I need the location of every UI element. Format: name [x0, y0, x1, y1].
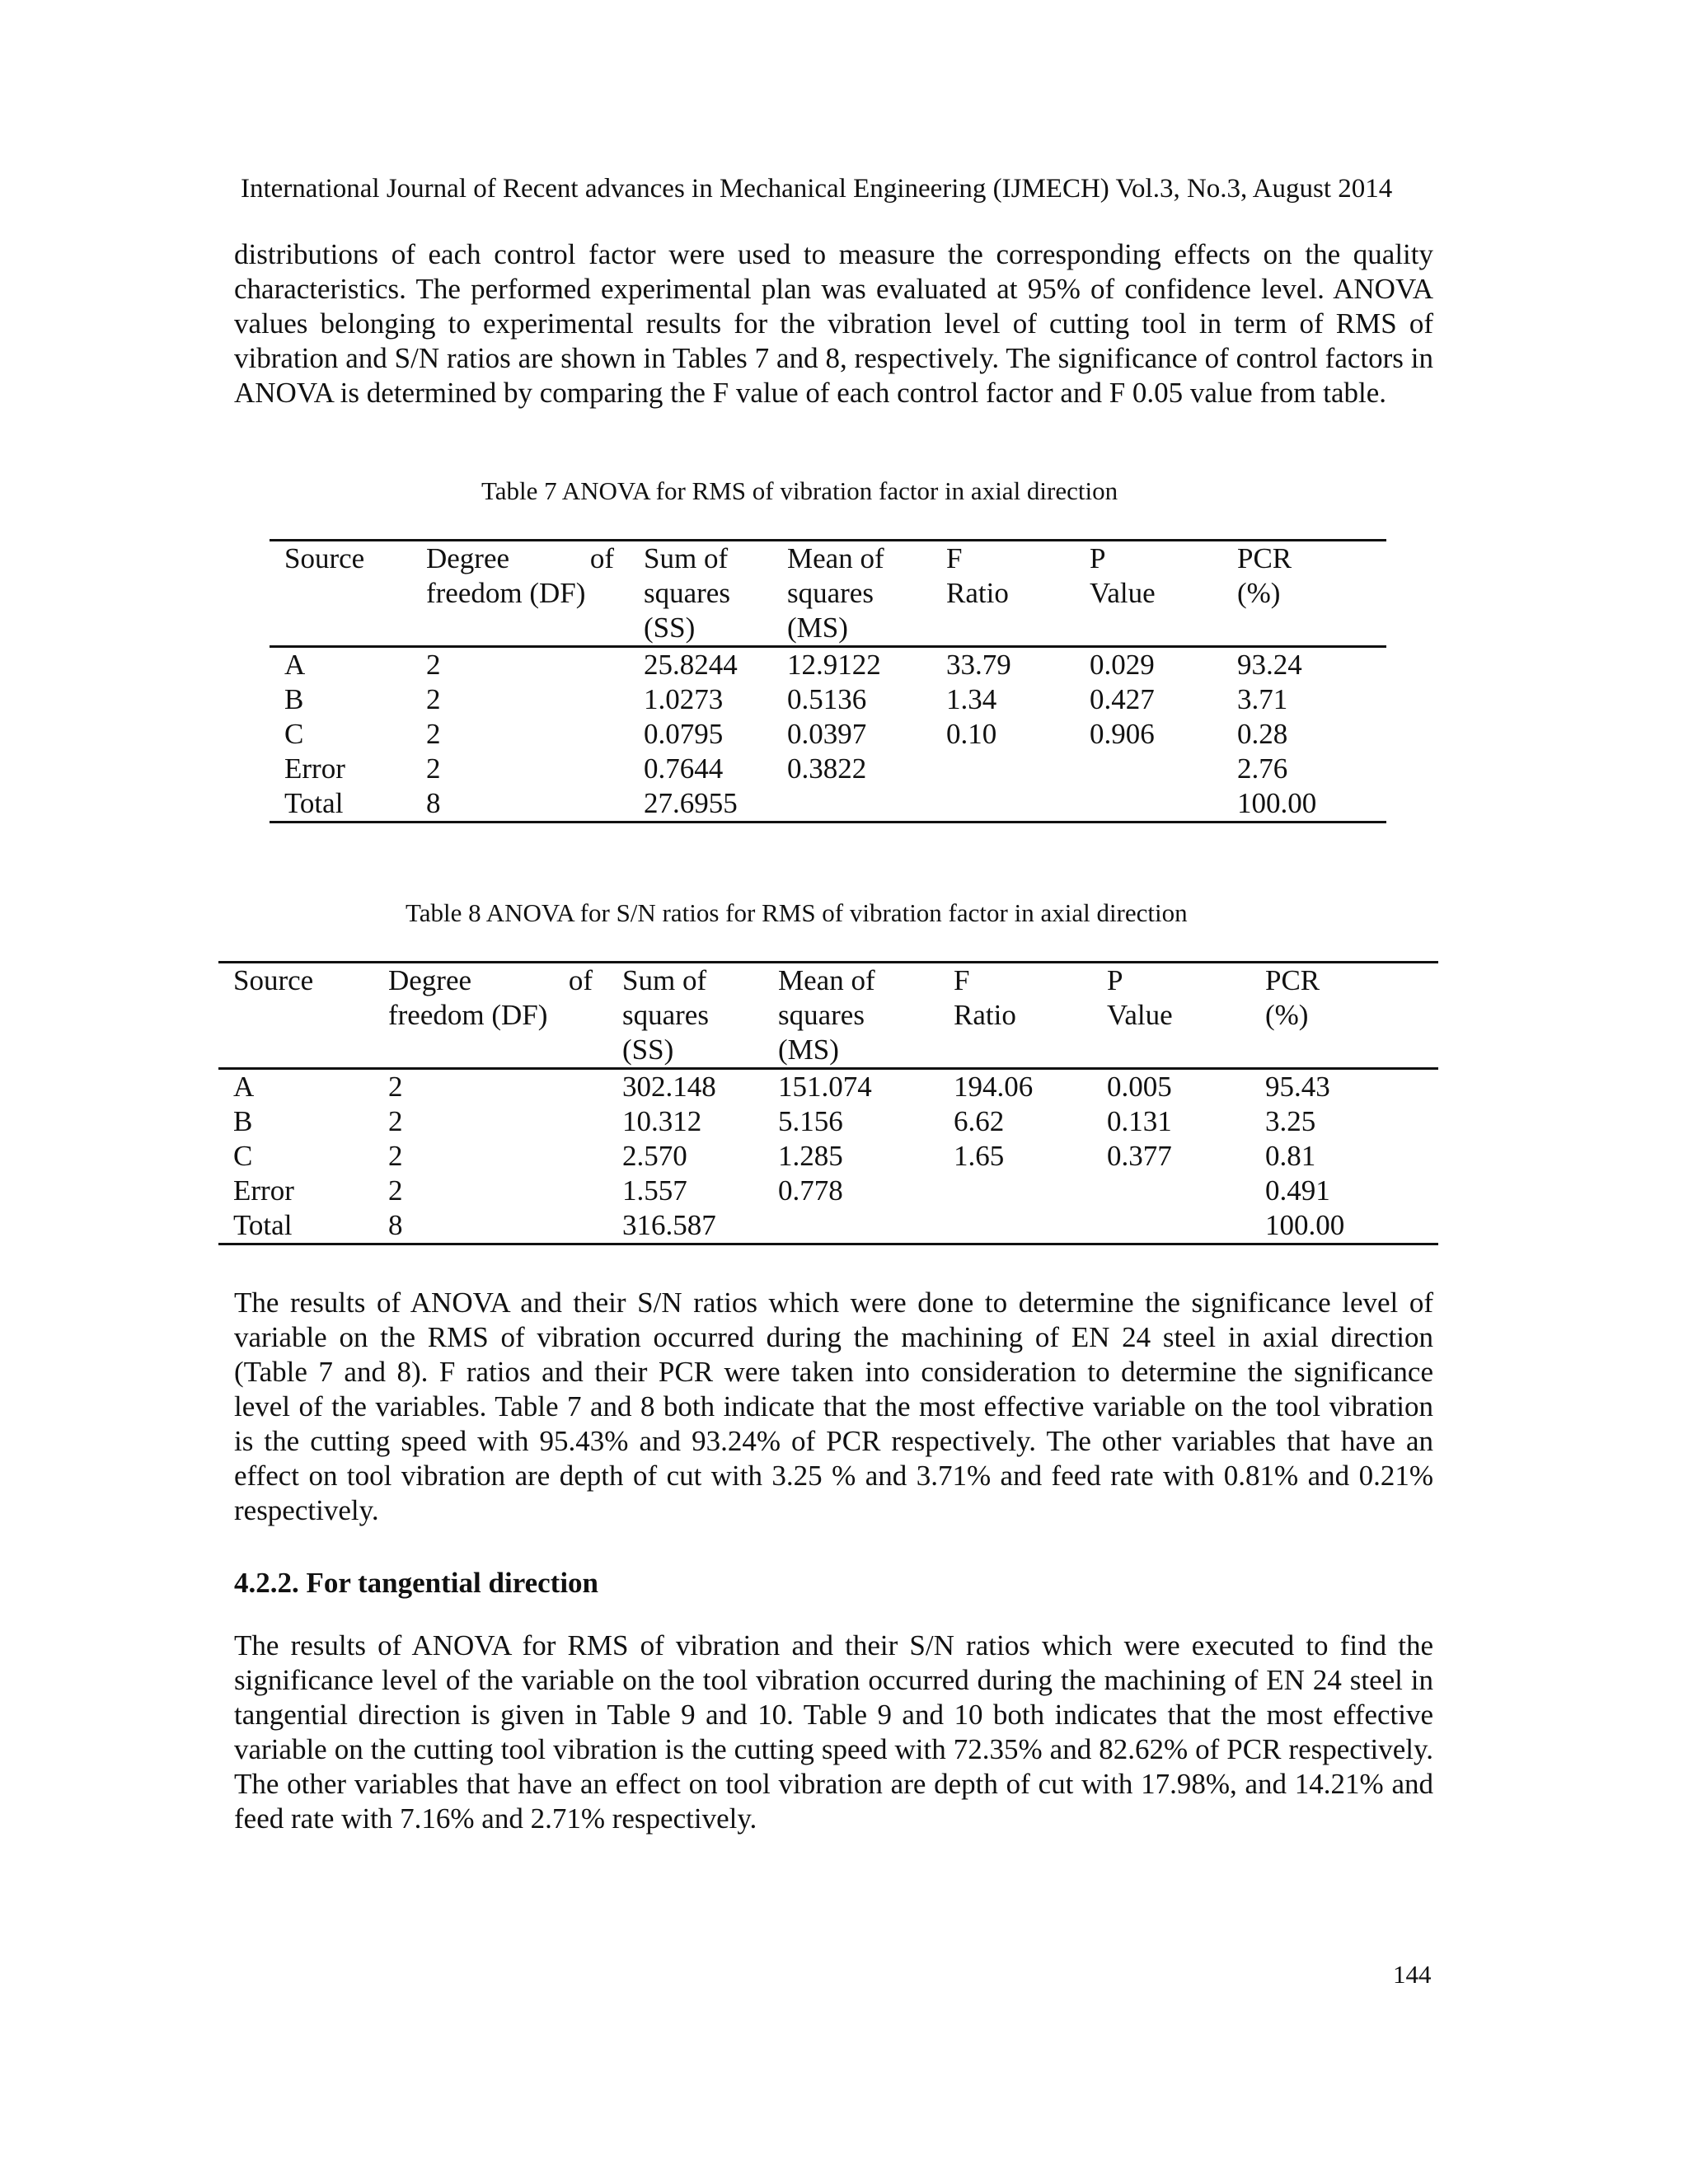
cell-ms: 0.778 — [778, 1174, 843, 1207]
cell-f — [939, 1208, 1092, 1244]
cell-ms: 0.3822 — [787, 752, 867, 785]
cell-pcr: 2.76 — [1237, 752, 1288, 785]
cell-source: B — [284, 683, 304, 715]
table8-header-pcr: PCR (%) — [1250, 963, 1438, 1069]
cell-df: 2 — [426, 649, 441, 681]
cell-df: 8 — [411, 786, 629, 823]
table8-caption: Table 8 ANOVA for S/N ratios for RMS of vibration factor in axial direction — [406, 898, 1188, 927]
table-row — [218, 1104, 1438, 1139]
cell-p: 0.029 — [1090, 649, 1155, 681]
cell-df: 2 — [426, 683, 441, 715]
table8-header-f: F Ratio — [939, 963, 1092, 1069]
cell-source: A — [233, 1071, 255, 1103]
cell-f — [931, 786, 1075, 823]
cell-source: C — [233, 1140, 253, 1172]
cell-df: 8 — [373, 1208, 607, 1244]
table8-header-p: P Value — [1092, 963, 1250, 1069]
cell-pcr: 0.81 — [1265, 1140, 1316, 1172]
cell-source: C — [284, 718, 304, 750]
cell-p: 0.005 — [1107, 1071, 1172, 1103]
cell-p: 0.377 — [1107, 1140, 1172, 1172]
table8-header-ms: Mean of squares (MS) — [763, 963, 939, 1069]
cell-ss: 25.8244 — [644, 649, 738, 681]
cell-p — [1092, 1208, 1250, 1244]
table-row — [270, 647, 1386, 683]
table-row — [270, 717, 1386, 752]
cell-ms: 0.5136 — [787, 683, 867, 715]
table8-header-source: Source — [218, 963, 373, 1069]
cell-p: 0.131 — [1107, 1105, 1172, 1137]
results-paragraph: The results of ANOVA and their S/N ratios which were done to determine the significance level of variable on the RMS of vibration occurred during the machining of EN 24 steel in axial direction (Table 7 and 8). F ratios and their PCR were taken into consideration to determine the significance level of the variables. Table 7 and 8 both indicate that the most effective variable on the tool vibration is the cutting speed with 95.43% and 93.24% of PCR respectively. The other variables that have an effect on tool vibration are depth of cut with 3.25 % and 3.71% and feed rate with 0.81% and 0.21% respectively. — [234, 1286, 1433, 1526]
cell-df: 2 — [426, 752, 441, 785]
section-heading: 4.2.2. For tangential direction — [234, 1567, 599, 1599]
table7-header-ms: Mean of squares (MS) — [772, 541, 931, 647]
cell-pcr: 93.24 — [1237, 649, 1302, 681]
cell-f: 0.10 — [946, 718, 997, 750]
cell-pcr: 100.00 — [1250, 1208, 1438, 1244]
table7-header-dof: Degree of freedom (DF) — [411, 541, 629, 647]
cell-source: Total — [270, 786, 411, 823]
journal-header: International Journal of Recent advances in Mechanical Engineering (IJMECH) Vol.3, No.3, August 2014 — [241, 174, 1393, 204]
cell-ss: 316.587 — [607, 1208, 763, 1244]
cell-ms: 12.9122 — [787, 649, 881, 681]
table8 — [218, 961, 1438, 1245]
page-number: 144 — [1393, 1960, 1432, 1989]
cell-pcr: 0.28 — [1237, 718, 1288, 750]
table-row — [218, 1208, 1438, 1244]
cell-df: 2 — [426, 718, 441, 750]
cell-pcr: 0.491 — [1265, 1174, 1330, 1207]
cell-p — [1092, 1174, 1250, 1208]
table7-header-row — [270, 541, 1386, 647]
cell-ms — [772, 786, 931, 823]
table-row — [270, 682, 1386, 717]
table8-header-row — [218, 963, 1438, 1069]
table7-header-pcr: PCR (%) — [1222, 541, 1386, 647]
cell-ms: 151.074 — [778, 1071, 872, 1103]
cell-ms: 5.156 — [778, 1105, 843, 1137]
table-row — [218, 1069, 1438, 1105]
cell-pcr: 3.25 — [1265, 1105, 1316, 1137]
cell-df: 2 — [388, 1105, 403, 1137]
cell-pcr: 3.71 — [1237, 683, 1288, 715]
table-row — [270, 786, 1386, 823]
cell-source: B — [233, 1105, 253, 1137]
cell-df: 2 — [388, 1071, 403, 1103]
cell-pcr: 95.43 — [1265, 1071, 1330, 1103]
cell-p: 0.427 — [1090, 683, 1155, 715]
cell-p: 0.906 — [1090, 718, 1155, 750]
table7-header-f: F Ratio — [931, 541, 1075, 647]
cell-ms: 1.285 — [778, 1140, 843, 1172]
cell-df: 2 — [388, 1174, 403, 1207]
cell-f: 1.34 — [946, 683, 997, 715]
cell-ss: 1.0273 — [644, 683, 724, 715]
table7-header-ss: Sum of squares (SS) — [629, 541, 772, 647]
table7-caption: Table 7 ANOVA for RMS of vibration factor in axial direction — [481, 476, 1118, 505]
cell-ss: 0.0795 — [644, 718, 724, 750]
cell-f: 1.65 — [954, 1140, 1005, 1172]
cell-ss: 1.557 — [622, 1174, 687, 1207]
cell-f: 33.79 — [946, 649, 1011, 681]
cell-source: A — [284, 649, 306, 681]
cell-df: 2 — [388, 1140, 403, 1172]
cell-ss: 0.7644 — [644, 752, 724, 785]
cell-source: Error — [284, 752, 345, 785]
cell-ms — [763, 1208, 939, 1244]
table7-header-source: Source — [270, 541, 411, 647]
table8-header-ss: Sum of squares (SS) — [607, 963, 763, 1069]
cell-f: 194.06 — [954, 1071, 1034, 1103]
table7 — [270, 539, 1386, 823]
table-row — [218, 1174, 1438, 1208]
cell-pcr: 100.00 — [1222, 786, 1386, 823]
cell-ss: 10.312 — [622, 1105, 702, 1137]
cell-ss: 302.148 — [622, 1071, 716, 1103]
table8-header-dof: Degree of freedom (DF) — [373, 963, 607, 1069]
cell-source: Error — [233, 1174, 294, 1207]
cell-ss: 2.570 — [622, 1140, 687, 1172]
intro-paragraph: distributions of each control factor were used to measure the corresponding effects on the quality characteristics. The performed experimental plan was evaluated at 95% of confidence level. ANOVA values belonging to experimental results for the vibration level of cutting tool in term of RMS of vibration and S/N ratios are shown in Tables 7 and 8, respectively. The significance of control factors in ANOVA is determined by comparing the F value of each control factor and F 0.05 value from table. — [234, 238, 1433, 409]
cell-f — [939, 1174, 1092, 1208]
cell-f — [931, 752, 1075, 786]
cell-p — [1075, 752, 1222, 786]
table-row — [270, 752, 1386, 786]
tangential-paragraph: The results of ANOVA for RMS of vibration and their S/N ratios which were executed to find the significance level of the variable on the tool vibration occurred during the machining of EN 24 steel in tangential direction is given in Table 9 and 10. Table 9 and 10 both indicates that the most effective variable on the cutting tool vibration is the cutting speed with 72.35% and 82.62% of PCR respectively. The other variables that have an effect on tool vibration are depth of cut with 17.98%, and 14.21% and feed rate with 7.16% and 2.71% respectively. — [234, 1629, 1433, 1835]
cell-ss: 27.6955 — [629, 786, 772, 823]
cell-ms: 0.0397 — [787, 718, 867, 750]
cell-f: 6.62 — [954, 1105, 1005, 1137]
table7-header-p: P Value — [1075, 541, 1222, 647]
cell-source: Total — [218, 1208, 373, 1244]
table-row — [218, 1139, 1438, 1174]
cell-p — [1075, 786, 1222, 823]
